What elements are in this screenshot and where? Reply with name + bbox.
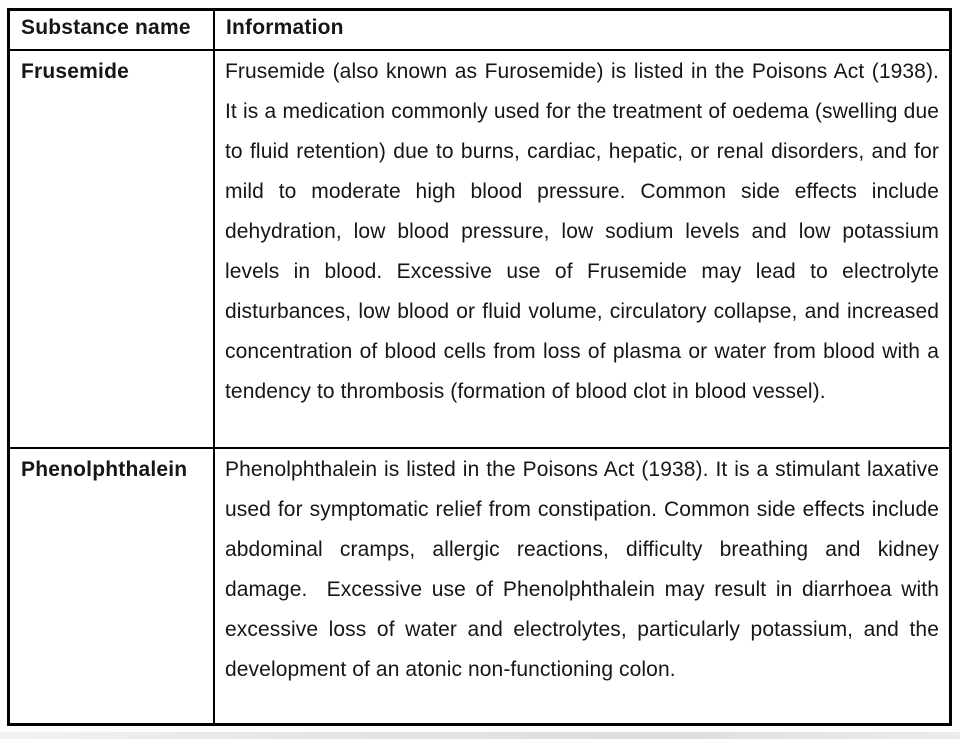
column-header-substance-name: Substance name xyxy=(10,11,213,49)
table-row-frusemide-name: Frusemide xyxy=(10,49,213,447)
table-row-frusemide-information: Frusemide (also known as Furosemide) is listed in the Poisons Act (1938). It is a medication commonly used for the treatment of oedema (swelling due to fluid retention) due to burns, cardiac, hepatic, or renal disorders, and for mild to moderate high blood pressure. Common side effects include dehydration, low blood pressure, low sodium levels and low potassium levels in blood. Excessive use of Frusemide may lead to electrolyte disturbances, low blood or fluid volume, circulatory collapse, and increased concentration of blood cells from loss of plasma or water from blood with a tendency to thrombosis (formation of blood clot in blood vessel). xyxy=(213,49,949,447)
table-row-phenolphthalein-name: Phenolphthalein xyxy=(10,447,213,723)
scan-artifact-strip xyxy=(0,732,960,739)
substance-information-table xyxy=(7,8,952,726)
column-header-information: Information xyxy=(213,11,949,49)
table-row-phenolphthalein-information: Phenolphthalein is listed in the Poisons Act (1938). It is a stimulant laxative used for symptomatic relief from constipation. Common side effects include abdominal cramps, allergic reactions, difficulty breathing and kidney damage. Excessive use of Phenolphthalein may result in diarrhoea with excessive loss of water and electrolytes, particularly potassium, and the development of an atonic non-functioning colon. xyxy=(213,447,949,723)
